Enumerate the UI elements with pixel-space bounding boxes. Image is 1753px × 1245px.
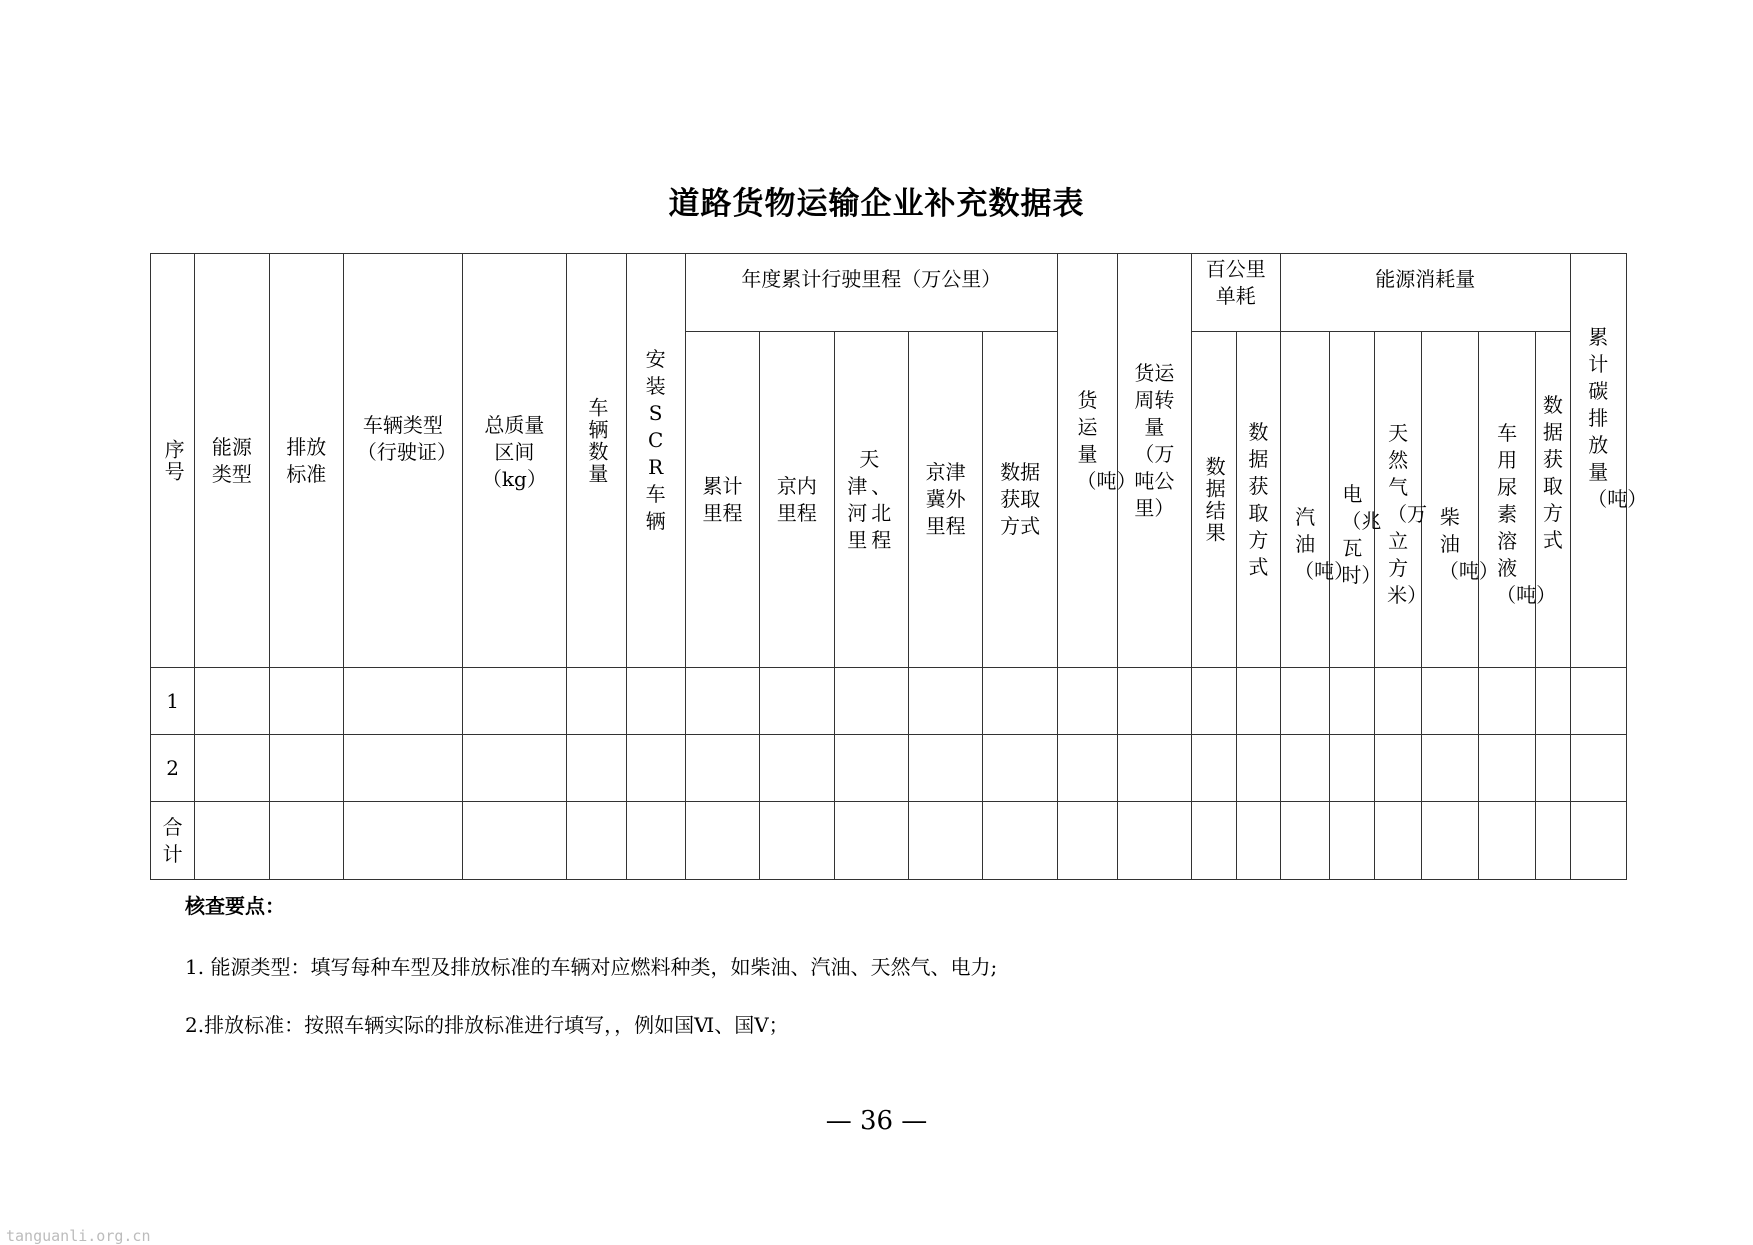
- header-per100km-source: 数据获取方式: [1236, 332, 1280, 668]
- header-scr-vehicles: 安装SCR车辆: [626, 254, 685, 668]
- header-seq: 序号: [151, 254, 195, 668]
- row-total-label: 合计: [151, 802, 195, 880]
- header-gross-mass: 总质量区间（kg）: [462, 254, 567, 668]
- notes-heading: 核查要点：: [185, 894, 285, 918]
- supplementary-data-table: [150, 253, 1648, 880]
- header-urea: 车用尿素溶液（吨）: [1479, 332, 1536, 668]
- header-carbon-emission: 累计碳排放量（吨）: [1570, 254, 1626, 668]
- row-seq: 2: [151, 735, 195, 802]
- header-mileage-beijing: 京内里程: [760, 332, 834, 668]
- note-emission-standard: 2.排放标准：按照车辆实际的排放标准进行填写，，例如国Ⅵ、国Ⅴ；: [185, 1013, 789, 1037]
- header-gasoline: 汽油（吨）: [1281, 332, 1330, 668]
- header-mileage-source: 数据获取方式: [983, 332, 1057, 668]
- header-mileage-outside: 京津冀外里程: [908, 332, 982, 668]
- header-per100km-result: 数据结果: [1191, 332, 1236, 668]
- page-title: 道路货物运输企业补充数据表: [668, 186, 1085, 222]
- header-energy-consumption-group: 能源消耗量: [1281, 254, 1571, 332]
- table-row: [151, 735, 1627, 802]
- header-diesel: 柴油（吨）: [1421, 332, 1478, 668]
- header-freight-volume: 货运量（吨）: [1057, 254, 1117, 668]
- header-energy-type: 能源类型: [195, 254, 269, 668]
- row-seq: 1: [151, 668, 195, 735]
- table-row-total: [151, 802, 1627, 880]
- header-per100km-group: 百公里单耗: [1191, 254, 1280, 332]
- header-energy-source: 数据获取方式: [1536, 332, 1570, 668]
- header-electricity: 电（兆瓦时）: [1330, 332, 1375, 668]
- header-mileage-tianjin-hebei: 天津、河北里程: [834, 332, 908, 668]
- header-vehicle-count: 车辆数量: [567, 254, 626, 668]
- header-vehicle-type: 车辆类型（行驶证）: [344, 254, 463, 668]
- header-natural-gas: 天然气（万立方米）: [1375, 332, 1421, 668]
- note-energy-type: 1. 能源类型：填写每种车型及排放标准的车辆对应燃料种类，如柴油、汽油、天然气、电力;: [185, 955, 998, 979]
- header-emission-standard: 排放标准: [269, 254, 343, 668]
- page-number: — 36 —: [825, 1106, 928, 1136]
- watermark: tanguanli.org.cn: [6, 1227, 151, 1245]
- header-mileage-group: 年度累计行驶里程（万公里）: [685, 254, 1057, 332]
- table-row: [151, 668, 1627, 735]
- header-freight-turnover: 货运周转量（万吨公里）: [1118, 254, 1191, 668]
- header-mileage-total: 累计里程: [685, 332, 759, 668]
